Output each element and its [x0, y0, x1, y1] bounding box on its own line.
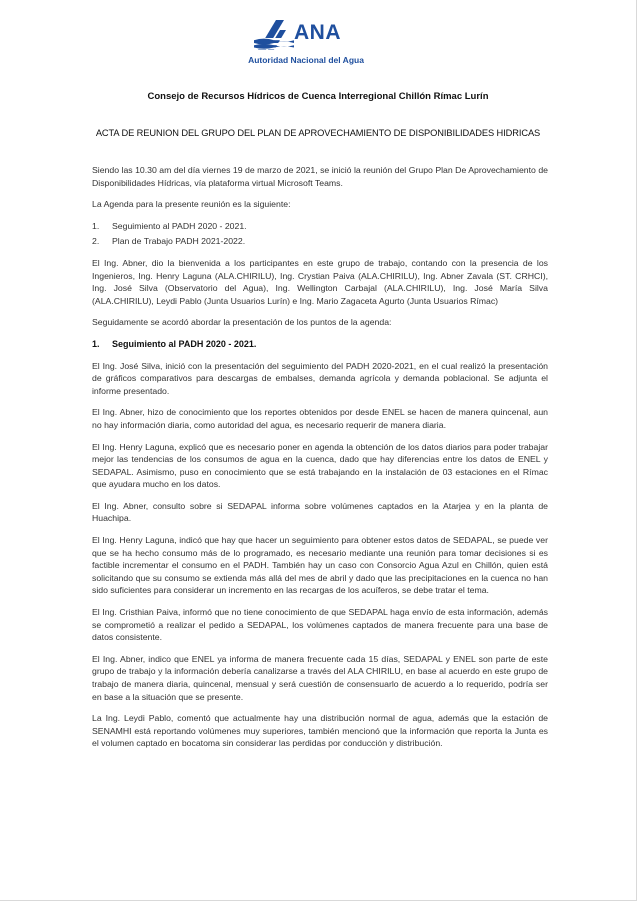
minutes-paragraph: El Ing. Abner, hizo de conocimiento que los reportes obtenidos por desde ENEL se hacen de manera quincenal, aun no hay información diaria, como autoridad del agua, es necesario requerir de manera diaria.: [92, 407, 548, 430]
ana-logo: [246, 16, 366, 68]
minutes-paragraph: El Ing. Cristhian Paiva, informó que no tiene conocimiento de que SEDAPAL haga envío de esta información, además se comprometió a realizar el pedido a SEDAPAL, los volúmenes captados de manera frecuente para una base de datos consistente.: [92, 607, 548, 643]
ana-logo-icon: [254, 18, 294, 52]
agenda-item-text: Plan de Trabajo PADH 2021-2022.: [112, 236, 246, 247]
document-body: [92, 164, 548, 759]
document-title: ACTA DE REUNION DEL GRUPO DEL PLAN DE APROVECHAMIENTO DE DISPONIBILIDADES HIDRICAS: [95, 128, 541, 138]
minutes-paragraph: El Ing. José Silva, inició con la presentación del seguimiento del PADH 2020-2021, en el cual realizó la presentación de gráficos comparativos para descargas de embalses, demanda agrícola y demanda poblacional. Se adjunta el informe presentado.: [92, 360, 548, 396]
intro-paragraph: Siendo las 10.30 am del día viernes 19 de marzo de 2021, se inició la reunión del Grupo Plan De Aprovechamiento de Disponibilidades Hídricas, vía plataforma virtual Microsoft Teams.: [92, 165, 548, 188]
agenda-item: [92, 235, 548, 248]
council-heading: Consejo de Recursos Hídricos de Cuenca Interregional Chillón Rímac Lurín: [147, 91, 489, 102]
minutes-paragraph: El Ing. Henry Laguna, explicó que es necesario poner en agenda la obtención de los datos diarios para poder trabajar mejor las tendencias de los consumos de agua en la cuenca, dado que hay diferencias entre los datos de ENEL y SEDAPAL. Asimismo, puso en conocimiento que se está trabajando en la instalación de 03 estaciones en el Rímac que ayudara mucho en los datos.: [92, 441, 548, 490]
agenda-item: [92, 220, 548, 233]
agreed-paragraph: Seguidamente se acordó abordar la presentación de los puntos de la agenda:: [92, 317, 392, 328]
agenda-intro: La Agenda para la presente reunión es la siguiente:: [92, 199, 291, 210]
section-heading: [92, 338, 548, 351]
logo-wordmark: ANA: [294, 21, 341, 44]
logo-subtitle: Autoridad Nacional del Agua: [248, 55, 364, 65]
minutes-paragraph: El Ing. Abner, consulto sobre si SEDAPAL informa sobre volúmenes captados en la Atarjea y en la planta de Huachipa.: [92, 500, 548, 524]
agenda-item-number: 1.: [92, 220, 100, 231]
agenda-item-number: 2.: [92, 236, 100, 247]
minutes-paragraph: La Ing. Leydi Pablo, comentó que actualmente hay una distribución normal de agua, además que la estación de SENAMHI está reportando volúmenes muy superiores, también mencionó que la información que reporta la Junta es el volumen captado en bocatoma sin considerar las perdidas por conducción y distribución.: [92, 713, 548, 749]
minutes-paragraph: El Ing. Henry Laguna, indicó que hay que hacer un seguimiento para obtener estos datos de SEDAPAL, se puede ver que se ha hecho consumo más de lo programado, es necesario mediante una reunión para tomar decisiones si es factible incrementar el consumo en el PADH. También hay un caso con Consorcio Agua Azul en Chillón, quien está solicitando que su consumo se extienda más allá del mes de abril y dado que las precipitaciones en la cuenca no han sido suficientes para considerar un incremento en las recargas de los acuíferos, se debe tratar el tema.: [92, 535, 548, 596]
section-number: 1.: [92, 338, 100, 349]
minutes-paragraph: El Ing. Abner, indico que ENEL ya informa de manera frecuente cada 15 días, SEDAPAL y ENEL son parte de este grupo de trabajo y la información debería canalizarse a través del ALA CHIRILU, en base al acuerdo en este grupo de trabajo de manera diaria, quincenal, mensual y será cuestión de consensuarlo de acuerdo a lo requerido, podría ser en base a la situación que se presente.: [92, 653, 548, 702]
agenda-list: [92, 220, 548, 248]
section-title: Seguimiento al PADH 2020 - 2021.: [112, 338, 257, 349]
welcome-paragraph: El Ing. Abner, dio la bienvenida a los participantes en este grupo de trabajo, contando con la presencia de los Ingenieros, Ing. Henry Laguna (ALA.CHIRILU), Ing. Crystian Paiva (ALA.CHIRILU), Ing. Abner Zavala (ST. CRHCI), Ing. José Silva (Observatorio del Agua), Ing. Wellington Carbajal (ALA.CHIRILU), Ing. José María Silva (ALA.CHIRILU), Leydi Pablo (Junta Usuarios Lurín) e Ing. Mario Zagaceta Agurto (Junta Usuarios Rímac): [92, 257, 548, 306]
agenda-item-text: Seguimiento al PADH 2020 - 2021.: [112, 220, 247, 231]
